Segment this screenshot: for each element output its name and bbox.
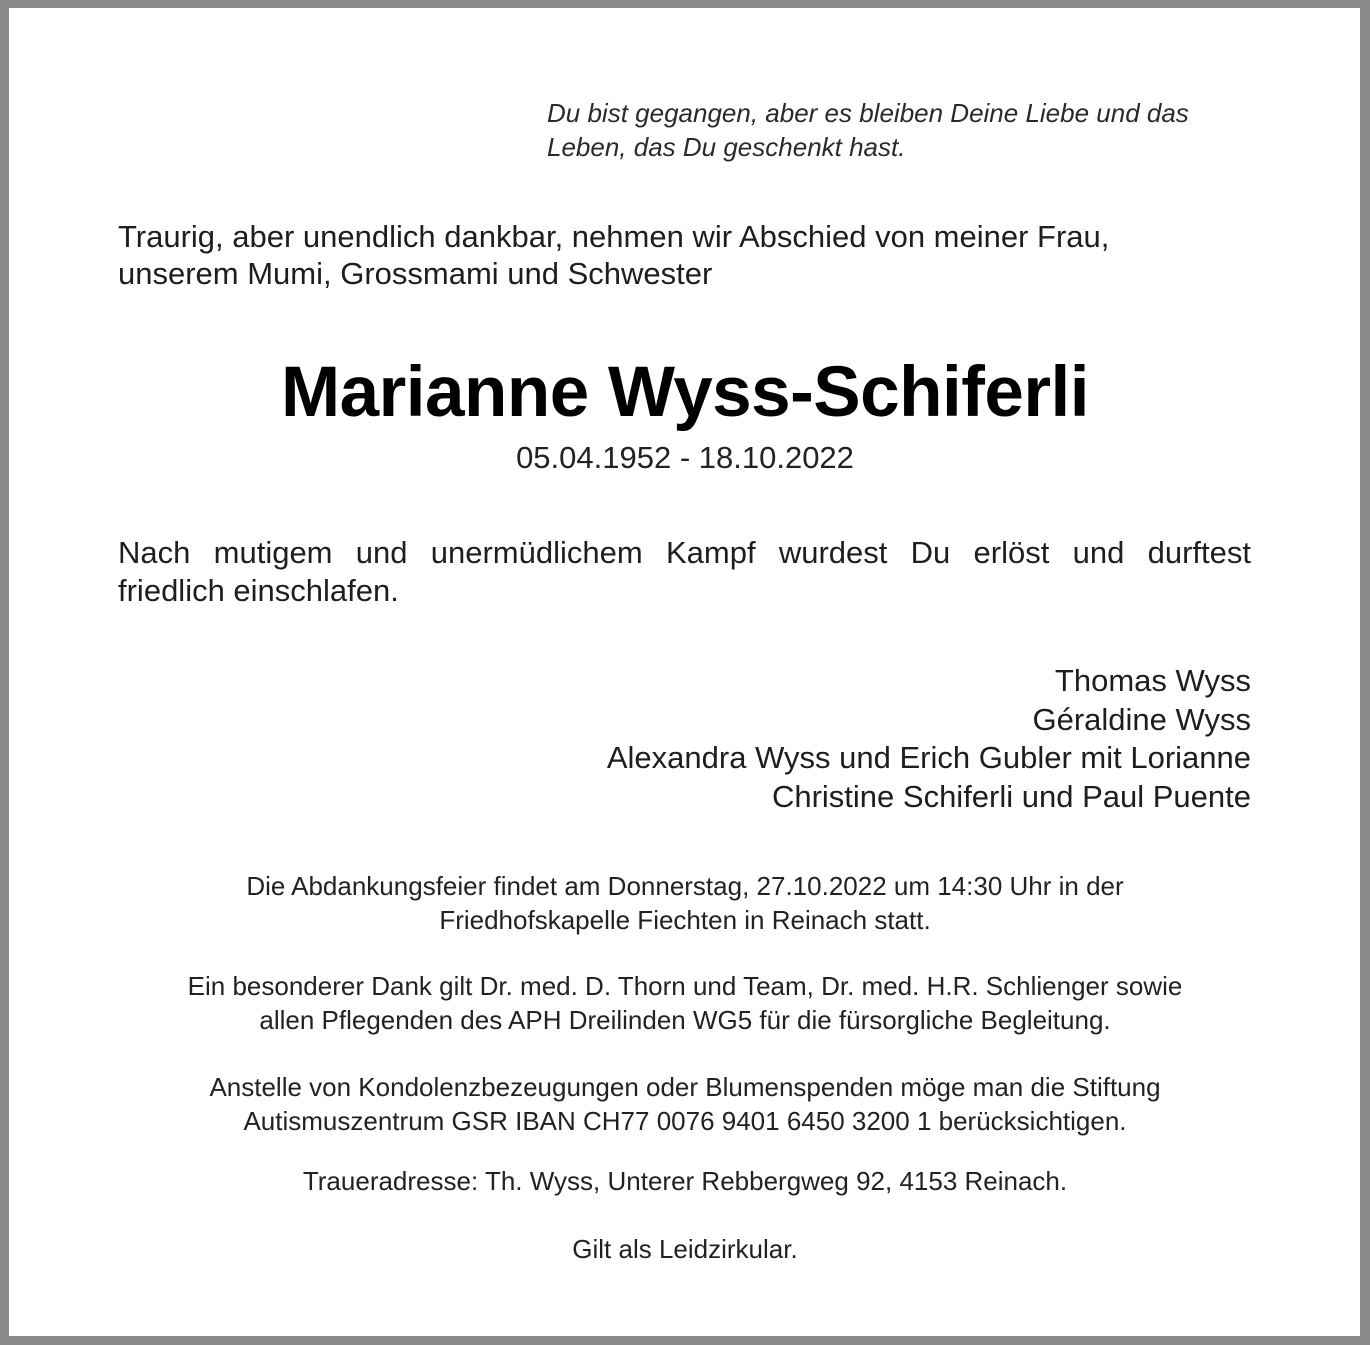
deceased-name: Marianne Wyss-Schiferli [281, 353, 1089, 432]
struggle-text [118, 534, 1251, 610]
mourner-name: Christine Schiferli und Paul Puente [771, 778, 1251, 814]
mourner-name: Géraldine Wyss [1032, 701, 1251, 737]
circular-note [0, 1232, 1370, 1266]
struggle-line: Nach mutigem und unermüdlichem Kampf wurdest Du erlöst und durftest [118, 535, 1251, 570]
motto-line: Leben, das Du geschenkt hast. [547, 132, 906, 162]
intro-line: Traurig, aber unendlich dankbar, nehmen wir Abschied von meiner Frau, [118, 219, 1110, 254]
struggle-line: friedlich einschlafen. [118, 573, 399, 608]
thanks-notice [0, 969, 1370, 1037]
donation-line: Autismuszentrum GSR IBAN CH77 0076 9401 6450 3200 1 berücksichtigen. [243, 1106, 1127, 1136]
mourner-name: Thomas Wyss [1054, 663, 1251, 698]
motto-line: Du bist gegangen, aber es bleiben Deine Liebe und das [547, 98, 1189, 128]
intro-text [118, 218, 1258, 292]
intro-line: unserem Mumi, Grossmami und Schwester [118, 256, 713, 291]
donation-notice [0, 1070, 1370, 1138]
mourner-name: Alexandra Wyss und Erich Gubler mit Lorianne [606, 740, 1251, 775]
life-dates: 05.04.1952 - 18.10.2022 [516, 440, 854, 475]
address-line: Traueradresse: Th. Wyss, Unterer Rebbergweg 92, 4153 Reinach. [302, 1166, 1068, 1196]
donation-line: Anstelle von Kondolenzbezeugungen oder Blumenspenden möge man die Stiftung [209, 1072, 1161, 1102]
thanks-line: Ein besonderer Dank gilt Dr. med. D. Thorn und Team, Dr. med. H.R. Schlienger sowie [187, 971, 1183, 1001]
motto-quote [547, 96, 1267, 164]
circular-line: Gilt als Leidzirkular. [572, 1234, 798, 1264]
mourning-address [0, 1164, 1370, 1198]
service-notice [0, 869, 1370, 937]
service-line: Friedhofskapelle Fiechten in Reinach statt. [439, 905, 931, 935]
mourners-list [400, 662, 1251, 816]
service-line: Die Abdankungsfeier findet am Donnerstag, 27.10.2022 um 14:30 Uhr in der [246, 871, 1124, 901]
thanks-line: allen Pflegenden des APH Dreilinden WG5 für die fürsorgliche Begleitung. [259, 1005, 1111, 1035]
